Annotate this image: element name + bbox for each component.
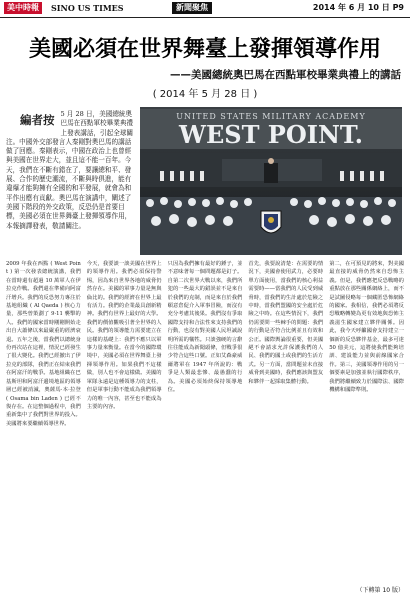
- article-column-5: 第二，在可預見的將來，對美國最直接的威脅仍然來自恐怖主義。但是，我們應把反恐戰略的重點放在那些關係網絡上，而不是試圖侵略每一個藏匿恐怖網絡的國家。我相信，我們必須將反恐戰略轉變為更有效地與恐怖主義滋生國家建立夥伴關係。因此，我今天呼籲國會支持建立一個新的反恐夥伴基金，最多可達 50 億美元，這將使我們能夠培訓、建設能力並與前線國家合作。第三，美國領導作用的另一個要素是加強並執行國際秩序，我們將繼續致力於國際法、國際機構和國際準則。: [329, 261, 404, 394]
- article-body: [6, 260, 404, 594]
- article-subhead: ——美國總統奧巴馬在西點軍校畢業典禮上的講話: [170, 69, 401, 81]
- speech-date: ( 2014 年 5 月 28 日 ): [152, 89, 258, 100]
- article-column-4: 首先，我要說清楚：在需要的情況下，美國會使用武力，必要時單方面使用，當我們的核心利益需要時——當我們的人民受到威脅時，當我們的生計處於危險之中時，當我們盟國的安全處於危險之中時。在這些情況下，我們仍需要問一些棘手的問題：我們的行動是否符合比例並且有效和公正。國際輿論很重要，但美國絕不會請求允許保護我們的人民、我們的國土或我們的生活方式。另一方面，當問題並未直接威脅到美國時，我們應該與盟友和夥伴一起採取集體行動。: [248, 261, 324, 385]
- article-headline: 美國必須在世界舞臺上發揮領導作用: [28, 37, 381, 62]
- editor-note-label: 編者按: [20, 113, 55, 127]
- editor-note-text: 5 月 28 日，美國總統奧巴馬在西點軍校畢業典禮上發表講話，引起全球關注。中國外交部發言人秦剛對奧巴馬的講話做了回應。秦剛表示，中國在政治上也曾經與美國在世界走大，並且這不能一百年。今天，我們在不斷有錯在了，要讓總和平、發展、合作的歷史潮流，不斷與時俱進，能有違爆才能夠擁有全國的和平發展，就會為和平作出應有貢獻。奧巴馬在演講中，闡述了美國下階段的外交政策，反恐仍是首要目標，美國必須在世界舞臺上發揮領導作用，本報摘譯發表，敬請關注。: [6, 110, 134, 230]
- article-column-1: 2009 年我在西點 ( West Point ) 第一次發表總統演講，我們在當時還有超過 10 萬軍人在伊拉克作戰。我們還在準備向阿富汗增兵。我們的反恐努力專注於基地組織 ( Al Qaeda ) 核心力量，那些曾策劃了 9·11 襲擊的人。我們的國家當時剛剛開始走出自大蕭條以來最嚴重的經濟衰退。五年之後，當我們以總統身份再次站在這裡，情況已經發生了很大變化。我們已經撤出了伊拉克的部隊，我們正在結束我們在阿富汗的戰爭。基地組織在巴基斯坦和阿富汗邊境地區的領導層已經被消滅，奧薩馬·本·拉登 ( Osama bin Laden ) 已經不復存在。在這整個過程中，我們重新集中了我們對世界的投入。美國將來要繼續領導世界。: [6, 261, 81, 427]
- graduation-ceremony-image: [140, 107, 402, 255]
- article-column-2: 今天，我要談一談美國在世界上的領導作用。我們必須保持警惕，因為來自世界各地的威脅仍然存在。美國的軍事力量是無與倫比的。我們的經濟在世界上最有活力。我們的企業最具創新精神。我們有世界上最好的大學。我們的價值觀吸引著全世界的人民。我們的領導能力需要建立在這樣的基礎上：我們不應只以軍事力量來衡量。在當今的國際環境中，美國必須在世界舞臺上發揮領導作用。如果我們不這樣做，別人也不會這樣做。美國的軍隊永遠是這種領導力的支柱，但是軍事行動不能成為我們領導力的唯一內容，甚至也不能成為主要的內容。: [86, 261, 162, 410]
- banner-text: UNITED STATES MILITARY ACADEMY: [176, 112, 366, 121]
- newspaper-logo-en: SINO US TIMES: [51, 3, 124, 13]
- issue-date-page: 2014 年 6 月 10 日 P9: [312, 3, 404, 12]
- article-column-3: 只因為我們擁有最好的錘子，並不意味著每一個問題都是釘子。自第二次世界大戰以來，我們所犯的一些最大的錯誤並不是來自於我們的克制，而是來自於我們願意倉促介入軍事冒險，而沒有充分考慮其後果。我們沒有爭取國際支持和合法性來支持我們的行動，也沒有對美國人民坦誠說明所需的犧牲。只談強硬的言辭往往能成為新聞頭條，但戰爭很少符合這些口號。正如艾森豪威爾將軍在 1947 年所說的：戰爭是人類最悲慘、最愚蠢的行為。美國必須始終保持領導地位。: [167, 261, 243, 394]
- section-label: 新聞聚焦: [172, 2, 212, 14]
- banner-title: WEST POINT.: [178, 120, 364, 149]
- academy-crest: [261, 211, 281, 233]
- west-point-photo: [140, 107, 402, 255]
- page-header: [0, 0, 410, 18]
- continued-note: （下轉第 10 版）: [356, 587, 404, 594]
- editor-note: [6, 110, 134, 252]
- newspaper-logo-cn: 美中時報: [4, 2, 42, 14]
